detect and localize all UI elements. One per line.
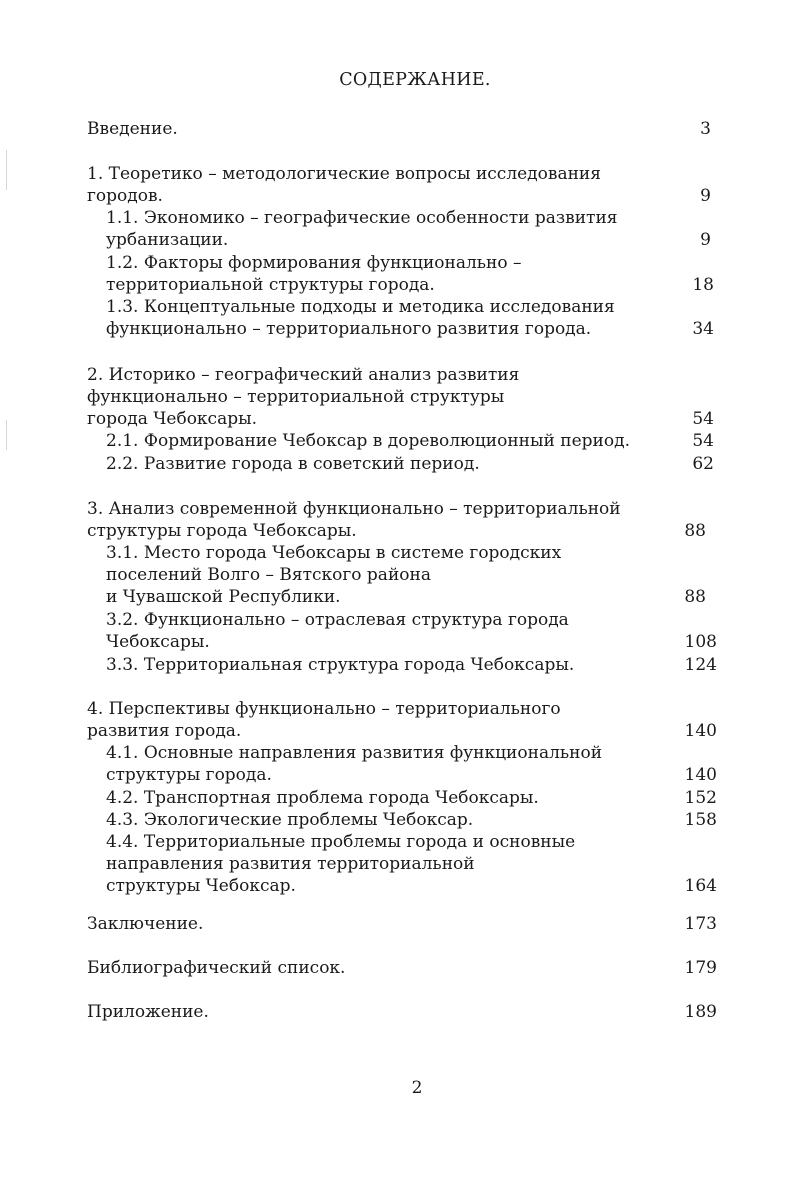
- toc-page-number: 18: [692, 275, 714, 295]
- toc-entry-text: 2.2. Развитие города в советский период.: [106, 454, 480, 474]
- toc-entry-text: направления развития территориальной: [106, 854, 475, 874]
- toc-entry-text: Библиографический список.: [87, 958, 346, 978]
- toc-page-number: 173: [684, 914, 717, 934]
- toc-page-number: 54: [692, 431, 714, 451]
- toc-page-number: 152: [684, 788, 717, 808]
- toc-page-number: 124: [684, 655, 717, 675]
- toc-page-number: 108: [684, 632, 717, 652]
- toc-page-number: 140: [684, 721, 717, 741]
- toc-entry-text: Введение.: [87, 119, 178, 139]
- toc-entry-text: функционально – территориального развития города.: [106, 319, 592, 339]
- toc-entry-text: 3.2. Функционально – отраслевая структура города: [106, 610, 569, 630]
- scan-edge-mark: [6, 420, 7, 450]
- toc-entry-text: развития города.: [87, 721, 242, 741]
- toc-entry-text: структуры города.: [106, 765, 272, 785]
- toc-entry-text: структуры города Чебоксары.: [87, 521, 357, 541]
- toc-entry-text: 4. Перспективы функционально – территориального: [87, 699, 561, 719]
- toc-entry-text: 3.3. Территориальная структура города Чебоксары.: [106, 655, 575, 675]
- toc-entry-text: функционально – территориальной структуры: [87, 387, 505, 407]
- toc-page-number: 189: [684, 1002, 717, 1022]
- toc-page-number: 158: [684, 810, 717, 830]
- toc-entry-text: 4.3. Экологические проблемы Чебоксар.: [106, 810, 474, 830]
- toc-entry-text: 1. Теоретико – методологические вопросы исследования: [87, 164, 601, 184]
- scan-edge-mark: [6, 150, 7, 190]
- toc-entry-text: Приложение.: [87, 1002, 209, 1022]
- toc-page-number: 3: [700, 119, 711, 139]
- page-number: 2: [411, 1078, 423, 1098]
- toc-entry-text: территориальной структуры города.: [106, 275, 435, 295]
- toc-page-number: 88: [684, 587, 706, 607]
- toc-entry-text: 3.1. Место города Чебоксары в системе городских: [106, 543, 562, 563]
- toc-entry-text: и Чувашской Республики.: [106, 587, 341, 607]
- toc-page-number: 62: [692, 454, 714, 474]
- toc-page-number: 9: [700, 230, 711, 250]
- toc-entry-text: поселений Волго – Вятского района: [106, 565, 431, 585]
- toc-entry-text: 1.3. Концептуальные подходы и методика исследования: [106, 297, 615, 317]
- toc-entry-text: 1.1. Экономико – географические особенности развития: [106, 208, 618, 228]
- toc-page-number: 9: [700, 186, 711, 206]
- toc-page-number: 179: [684, 958, 717, 978]
- toc-page-number: 54: [692, 409, 714, 429]
- toc-page-number: 34: [692, 319, 714, 339]
- toc-page-number: 140: [684, 765, 717, 785]
- toc-entry-text: 4.2. Транспортная проблема города Чебоксары.: [106, 788, 539, 808]
- toc-entry-text: 2. Историко – географический анализ развития: [87, 365, 520, 385]
- toc-entry-text: структуры Чебоксар.: [106, 876, 296, 896]
- toc-page-number: 88: [684, 521, 706, 541]
- toc-entry-text: городов.: [87, 186, 163, 206]
- toc-entry-text: 4.1. Основные направления развития функциональной: [106, 743, 603, 763]
- page-title: СОДЕРЖАНИЕ.: [339, 70, 491, 90]
- toc-entry-text: 2.1. Формирование Чебоксар в дореволюционный период.: [106, 431, 630, 451]
- toc-entry-text: Чебоксары.: [106, 632, 210, 652]
- toc-entry-text: 4.4. Территориальные проблемы города и основные: [106, 832, 576, 852]
- toc-entry-text: 3. Анализ современной функционально – территориальной: [87, 499, 621, 519]
- toc-entry-text: урбанизации.: [106, 230, 229, 250]
- toc-page-number: 164: [684, 876, 717, 896]
- toc-entry-text: города Чебоксары.: [87, 409, 258, 429]
- toc-entry-text: Заключение.: [87, 914, 204, 934]
- toc-entry-text: 1.2. Факторы формирования функционально –: [106, 253, 522, 273]
